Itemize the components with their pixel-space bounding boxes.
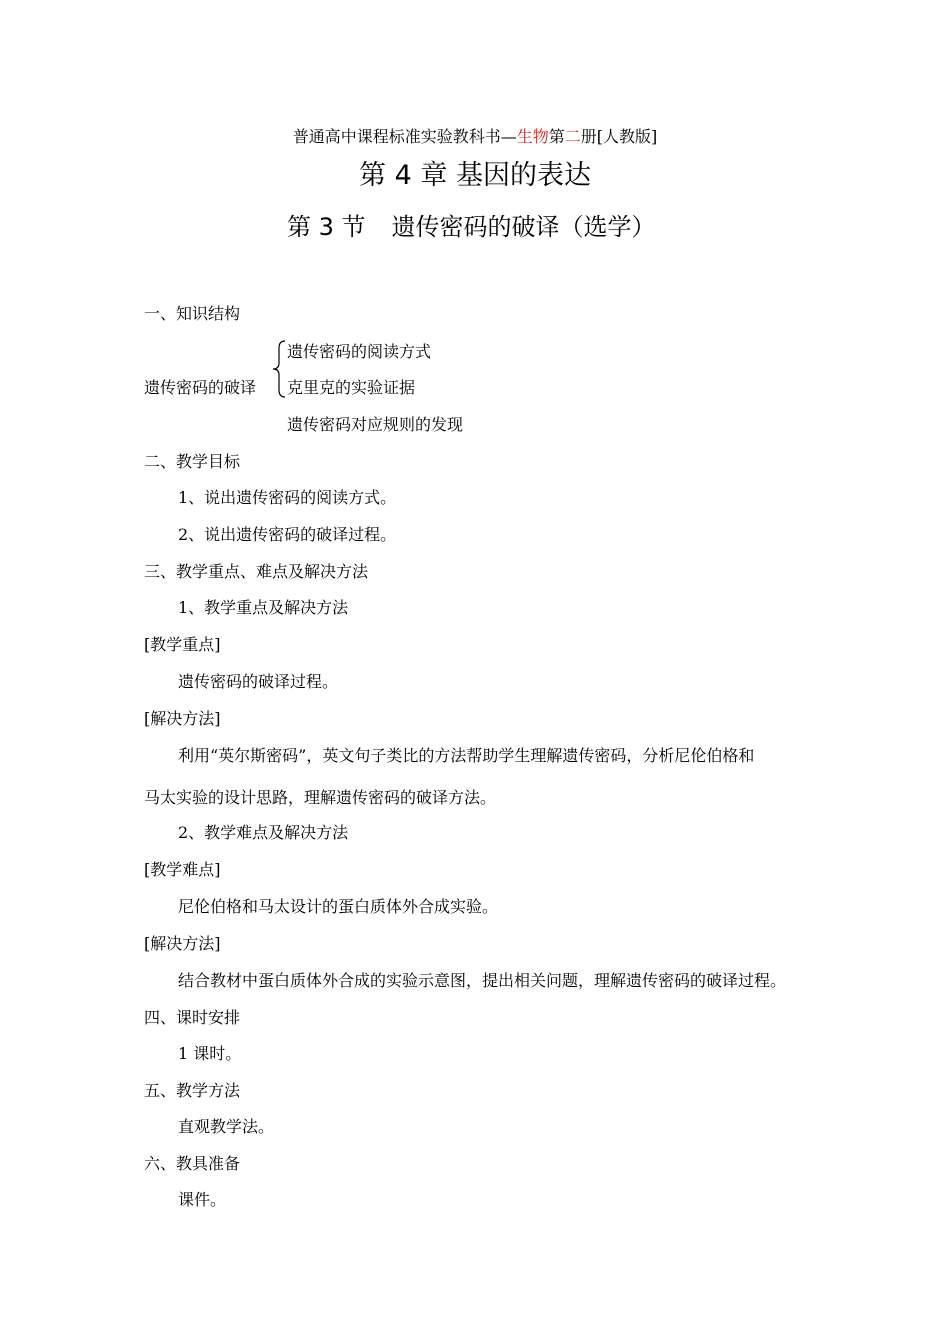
schedule-text: 1 课时。 <box>178 1044 242 1063</box>
knowledge-structure-heading: 一、知识结构 <box>144 304 241 323</box>
brace-icon <box>270 340 286 398</box>
method-text-1-line1: 利用“英尔斯密码”，英文句子类比的方法帮助学生理解遗传密码，分析尼伦伯格和 <box>178 746 755 765</box>
document-header <box>0 124 950 147</box>
key-points-heading: 三、教学重点、难点及解决方法 <box>144 562 369 581</box>
header-volume-pre: 第 <box>548 127 565 146</box>
difficulty-label: [教学难点] <box>144 860 221 879</box>
methods-heading: 五、教学方法 <box>144 1081 241 1100</box>
schedule-heading: 四、课时安排 <box>144 1008 241 1027</box>
structure-root: 遗传密码的破译 <box>144 378 257 397</box>
key-points-sub1: 1、教学重点及解决方法 <box>178 598 349 617</box>
section-title <box>287 207 656 242</box>
chapter-title: 第 4 章 基因的表达 <box>359 160 591 191</box>
difficulty-text: 尼伦伯格和马太设计的蛋白质体外合成实验。 <box>178 897 499 916</box>
goals-heading: 二、教学目标 <box>144 452 241 471</box>
key-points-sub2: 2、教学难点及解决方法 <box>178 823 349 842</box>
goal-item: 2、说出遗传密码的破译过程。 <box>178 525 397 544</box>
header-subject: 生物 <box>516 127 549 146</box>
focus-text: 遗传密码的破译过程。 <box>178 672 339 691</box>
section-name: 遗传密码的破译（选学） <box>391 213 656 241</box>
method-label-1: [解决方法] <box>144 709 221 728</box>
structure-branch-1: 遗传密码的阅读方式 <box>287 342 432 361</box>
tools-heading: 六、教具准备 <box>144 1154 241 1173</box>
method-text-1-line2: 马太实验的设计思路，理解遗传密码的破译方法。 <box>144 788 497 807</box>
methods-text: 直观教学法。 <box>178 1117 275 1136</box>
structure-branch-3: 遗传密码对应规则的发现 <box>287 415 464 434</box>
structure-branch-2: 克里克的实验证据 <box>287 378 416 397</box>
tools-text: 课件。 <box>178 1190 227 1209</box>
goal-item: 1、说出遗传密码的阅读方式。 <box>178 488 397 507</box>
focus-label: [教学重点] <box>144 635 221 654</box>
section-number: 第 3 节 <box>287 213 366 241</box>
header-volume-num: 二 <box>564 127 581 146</box>
header-book-prefix: 普通高中课程标准实验教科书— <box>292 127 517 146</box>
method-label-2: [解决方法] <box>144 934 221 953</box>
header-volume-post: 册[人教版] <box>580 127 658 146</box>
method-text-2: 结合教材中蛋白质体外合成的实验示意图，提出相关问题，理解遗传密码的破译过程。 <box>178 971 787 990</box>
